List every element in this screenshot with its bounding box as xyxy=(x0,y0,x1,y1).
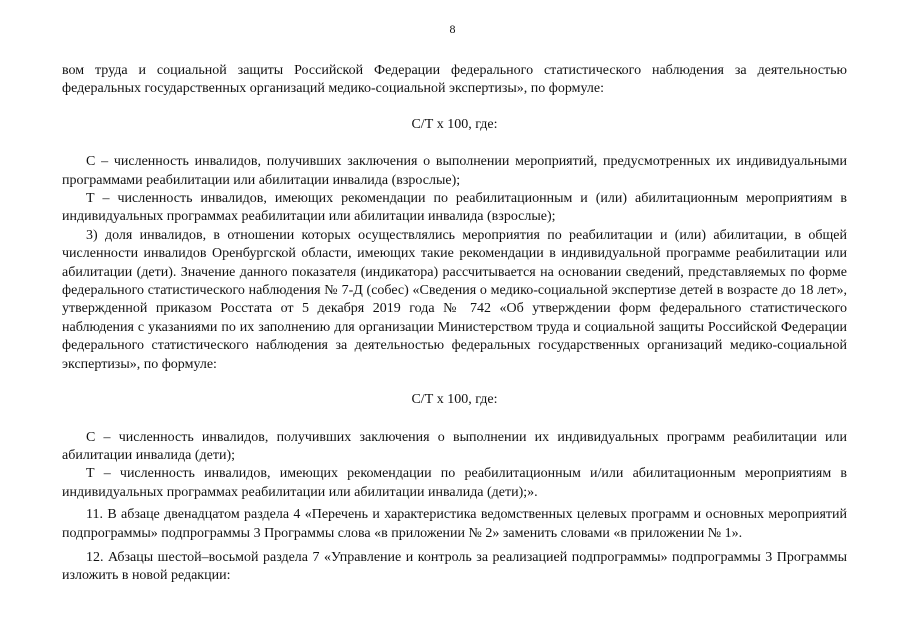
page-number: 8 xyxy=(449,22,456,36)
paragraph-continuation: вом труда и социальной защиты Российской Федерации федерального статистического наблюдения за деятельностью федеральных государственных организаций медико-социальной экспертизы», по формуле: xyxy=(62,63,847,97)
formula-adults: С/Т х 100, где: xyxy=(411,116,498,132)
paragraph-item-3: 3) доля инвалидов, в отношении которых осуществлялись мероприятия по реабилитации и (или) абилитации, в общей численности инвалидов Оренбургской области, имеющих такие рекомендации в индивидуальной программе реабилитации или абилитации (дети). Значение данного показателя (индикатора) рассчитывается на основании сведений, представляемых по форме федерального статистического наблюдения № 7-Д (собес) «Сведения о медико-социальной экспертизе детей в возрасте до 18 лет», утвержденной приказом Росстата от 5 декабря 2019 года № 742 «Об утверждении форм федерального статистического наблюдения с указаниями по их заполнению для организации Министерством труда и социальной защиты Российской Федерации федерального статистического наблюдения за деятельностью федеральных государственных организаций медико-социальной экспертизы», по формуле: xyxy=(62,227,847,372)
paragraph-item-12: 12. Абзацы шестой–восьмой раздела 7 «Управление и контроль за реализацией подпрограммы» подпрограммы 3 Программы изложить в новой редакции: xyxy=(62,549,847,584)
definition-t-children: Т – численность инвалидов, имеющих рекомендации по реабилитационным и/или абилитационным мероприятиям в индивидуальных программах реабилитации или абилитации инвалида (дети);». xyxy=(62,466,847,500)
document-body xyxy=(62,62,847,586)
definition-t-adults: Т – численность инвалидов, имеющих рекомендации по реабилитационным и (или) абилитационным мероприятиям в индивидуальных программах реабилитации или абилитации инвалида (взрослые); xyxy=(62,191,847,225)
formula-children: С/Т х 100, где: xyxy=(411,392,498,408)
definition-c-children: С – численность инвалидов, получивших заключения о выполнении их индивидуальных программ реабилитации или абилитации инвалида (дети); xyxy=(62,429,847,463)
paragraph-item-11: 11. В абзаце двенадцатом раздела 4 «Перечень и характеристика ведомственных целевых программ и основных мероприятий подпрограммы» подпрограммы 3 Программы слова «в приложении № 2» заменить словами «в приложении № 1». xyxy=(62,507,847,541)
definition-c-adults: С – численность инвалидов, получивших заключения о выполнении мероприятий, предусмотренных их индивидуальными программами реабилитации или абилитации инвалида (взрослые); xyxy=(62,154,847,188)
